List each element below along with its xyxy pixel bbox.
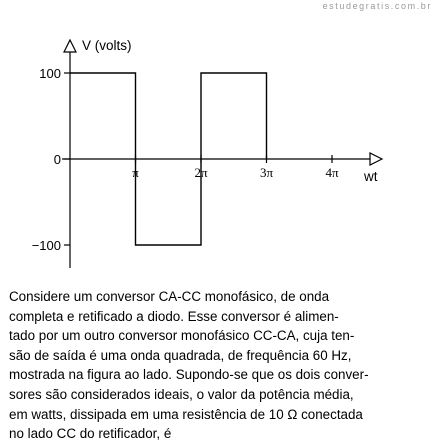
chart-labels <box>32 38 378 253</box>
y-axis-label: V (volts) <box>82 38 132 53</box>
x-tick-label: 2π <box>194 165 208 180</box>
watermark: estudegratis.com.br <box>322 1 432 11</box>
x-tick-label: 3π <box>259 165 274 180</box>
x-tick-label: 4π <box>325 165 339 180</box>
question-line: no lado CC do retificador, é <box>9 426 172 442</box>
question-line: em watts, dissipada em uma resistência de 10 Ω conectada <box>9 406 363 422</box>
x-axis-label: wt <box>364 169 378 184</box>
question-line: são de saída é uma onda quadrada, de frequência 60 Hz, <box>9 347 352 363</box>
y-tick-label: 0 <box>53 152 61 167</box>
question-line: Considere um conversor CA-CC monofásico, de onda <box>9 289 330 304</box>
question-line: sores são considerados ideais, o valor da potência média, <box>9 386 354 402</box>
chart-axes <box>62 40 382 268</box>
question-line: completa e retificado a diodo. Esse conversor é alimen- <box>9 308 339 324</box>
y-axis-arrow <box>64 40 76 52</box>
y-tick-label: 100 <box>39 66 61 81</box>
x-tick-label: π <box>132 165 139 180</box>
question-line: mostrada na figura ao lado. Supondo-se que os dois conver- <box>9 367 369 383</box>
y-tick-label: −100 <box>31 238 61 253</box>
question-line: tado por um outro conversor monofásico CC-CA, cuja ten- <box>9 328 355 344</box>
x-axis-arrow <box>370 153 382 165</box>
question-text <box>9 287 429 444</box>
